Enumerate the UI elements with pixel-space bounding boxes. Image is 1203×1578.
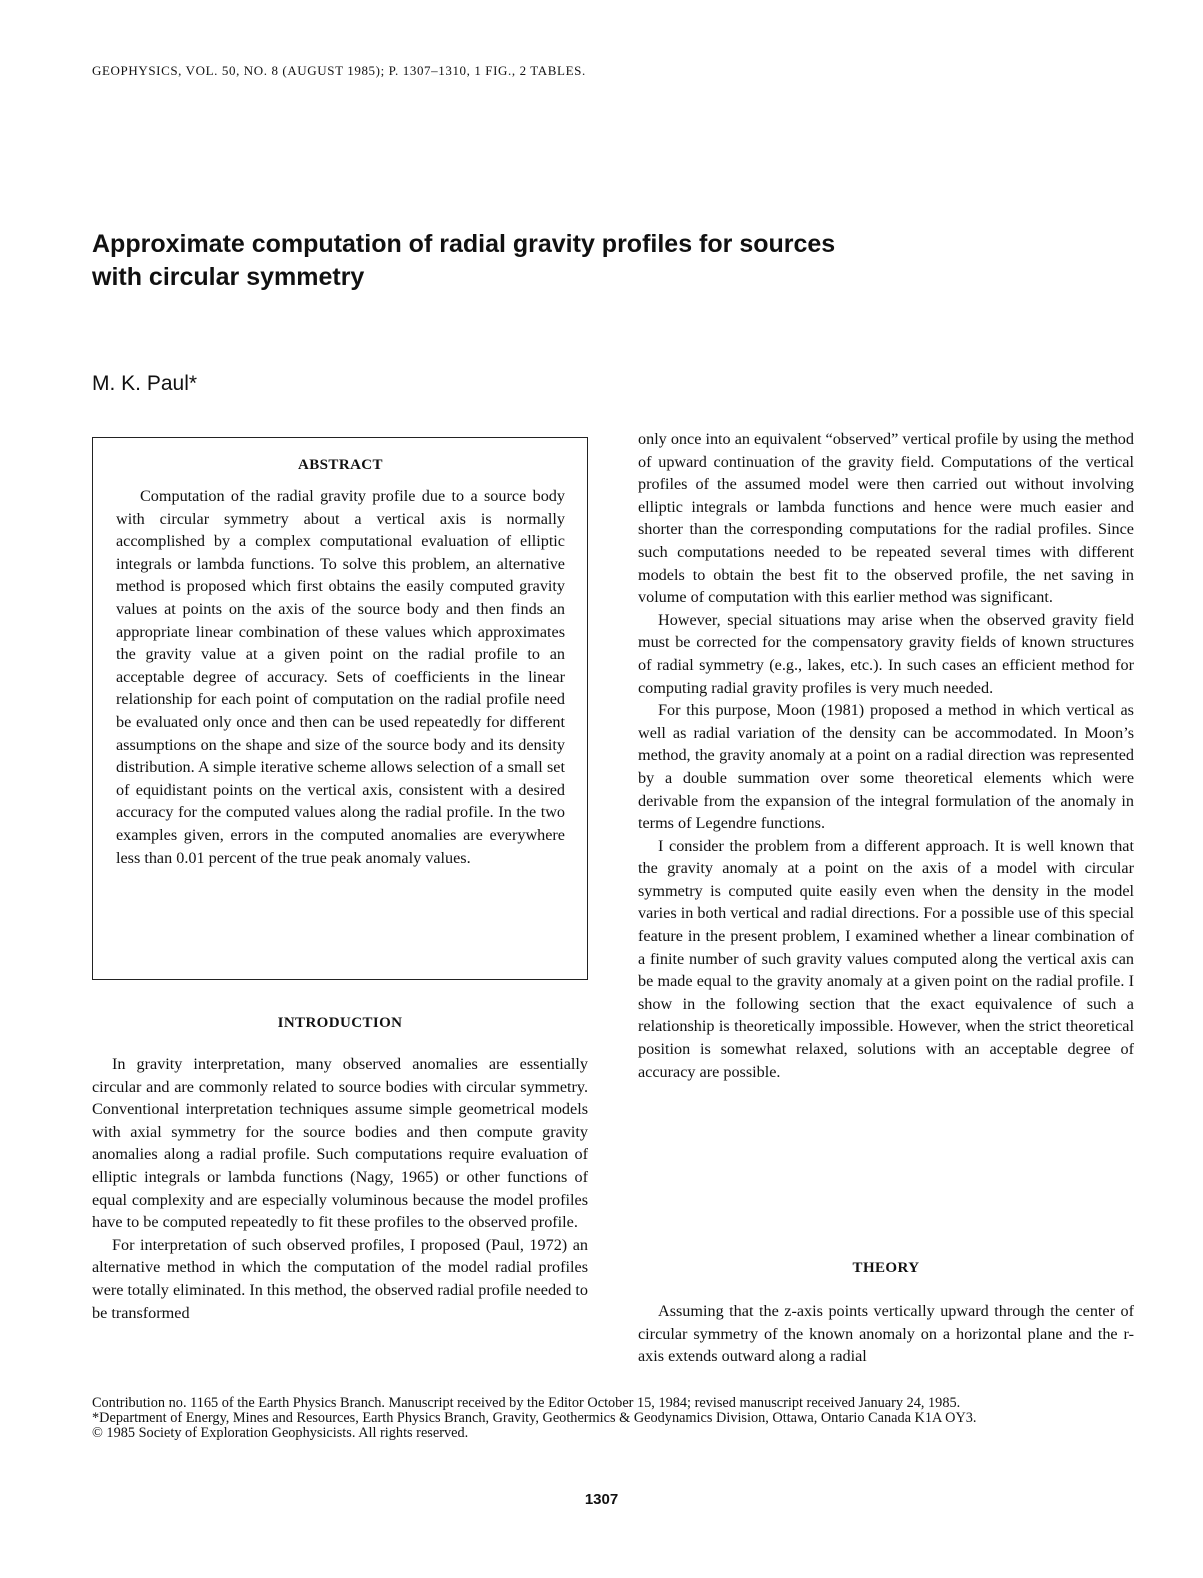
right-column-paragraph-3: For this purpose, Moon (1981) proposed a method in which vertical as well as radial variation of the density can be accommodated. In Moon’s method, the gravity anomaly at a point on a radial direction was represented by a double summation over some theoretical elements which were derivable from the expansion of the integral formulation of the anomaly in terms of Legendre functions. [638,701,1134,833]
footnote-affiliation: *Department of Energy, Mines and Resources, Earth Physics Branch, Gravity, Geothermics & Geodynamics Division, Ottawa, Ontario Canada K1A OY3. [92,1410,977,1427]
introduction-column [92,1053,588,1324]
theory-paragraph-1: Assuming that the z-axis points vertically upward through the center of circular symmetry of the known anomaly on a horizontal plane and the r-axis extends outward along a radial [638,1302,1134,1366]
article-title: Approximate computation of radial gravity profiles for sources with circular symmetry [92,230,836,291]
right-column [638,428,1134,1083]
author-name: M. K. Paul* [92,372,198,395]
right-column-paragraph-2: However, special situations may arise when the observed gravity field must be corrected for the compensatory gravity fields of known structures of radial symmetry (e.g., lakes, etc.). In such cases an efficient method for computing radial gravity profiles is very much needed. [638,610,1134,697]
introduction-paragraph-2: For interpretation of such observed profiles, I proposed (Paul, 1972) an alternative method in which the computation of the model radial profiles were totally eliminated. In this method, the observed radial profile needed to be transformed [92,1235,588,1322]
running-head: GEOPHYSICS, VOL. 50, NO. 8 (AUGUST 1985); P. 1307–1310, 1 FIG., 2 TABLES. [92,63,586,78]
introduction-heading: INTRODUCTION [277,1015,403,1031]
right-column-paragraph-1: only once into an equivalent “observed” vertical profile by using the method of upward continuation of the gravity field. Computations of the vertical profiles of the assumed model were then carried out without involving elliptic integrals or lambda functions and hence were much easier and shorter than the corresponding computations for the radial profiles. Since such computations needed to be repeated several times with different models to obtain the best fit to the observed profile, the net saving in volume of computation with this earlier method was significant. [638,430,1134,607]
footnote-contribution: Contribution no. 1165 of the Earth Physics Branch. Manuscript received by the Editor October 15, 1984; revised manuscript received January 24, 1985. [92,1395,961,1411]
right-column-paragraph-4: I consider the problem from a different approach. It is well known that the gravity anomaly at a point on the axis of a model with circular symmetry is computed quite easily even when the density in the model varies in both vertical and radial directions. For a possible use of this special feature in the present problem, I examined whether a linear combination of a finite number of such gravity values computed along the vertical axis can be made equal to the gravity anomaly at a given point on the radial profile. I show in the following section that the exact equivalence of such a relationship is theoretically impossible. However, when the strict theoretical position is somewhat relaxed, solutions with an acceptable degree of accuracy are possible. [638,836,1134,1081]
theory-heading: THEORY [852,1260,920,1276]
abstract-heading: ABSTRACT [298,457,383,473]
footnote-copyright: © 1985 Society of Exploration Geophysicists. All rights reserved. [92,1425,469,1442]
abstract-box [92,437,588,980]
page-number: 1307 [584,1491,619,1508]
theory-column [638,1300,1134,1368]
introduction-paragraph-1: In gravity interpretation, many observed anomalies are essentially circular and are commonly related to source bodies with circular symmetry. Conventional interpretation techniques assume simple geometrical models with axial symmetry for the source bodies and then compute gravity anomalies along a radial profile. Such computations require evaluation of elliptic integrals or lambda functions (Nagy, 1965) or other functions of equal complexity and are especially voluminous because the model profiles have to be computed repeatedly to fit these profiles to the observed profile. [92,1055,588,1232]
footnotes [92,1396,1132,1442]
abstract-text: Computation of the radial gravity profile due to a source body with circular symmetry about a vertical axis is normally accomplished by a complex computational evaluation of elliptic integrals or lambda functions. To solve this problem, an alternative method is proposed which first obtains the easily computed gravity values at points on the axis of the source body and then finds an appropriate linear combination of these values which approximates the gravity value at a given point on the radial profile to an acceptable degree of accuracy. Sets of coefficients in the linear relationship for each point of computation on the radial profile need be evaluated only once and then can be used repeatedly for different assumptions on the shape and size of the source body and its density distribution. A simple iterative scheme allows selection of a small set of equidistant points on the vertical axis, consistent with a desired accuracy for the computed values along the radial profile. In the two examples given, errors in the computed anomalies are everywhere less than 0.01 percent of the true peak anomaly values. [116,487,565,867]
